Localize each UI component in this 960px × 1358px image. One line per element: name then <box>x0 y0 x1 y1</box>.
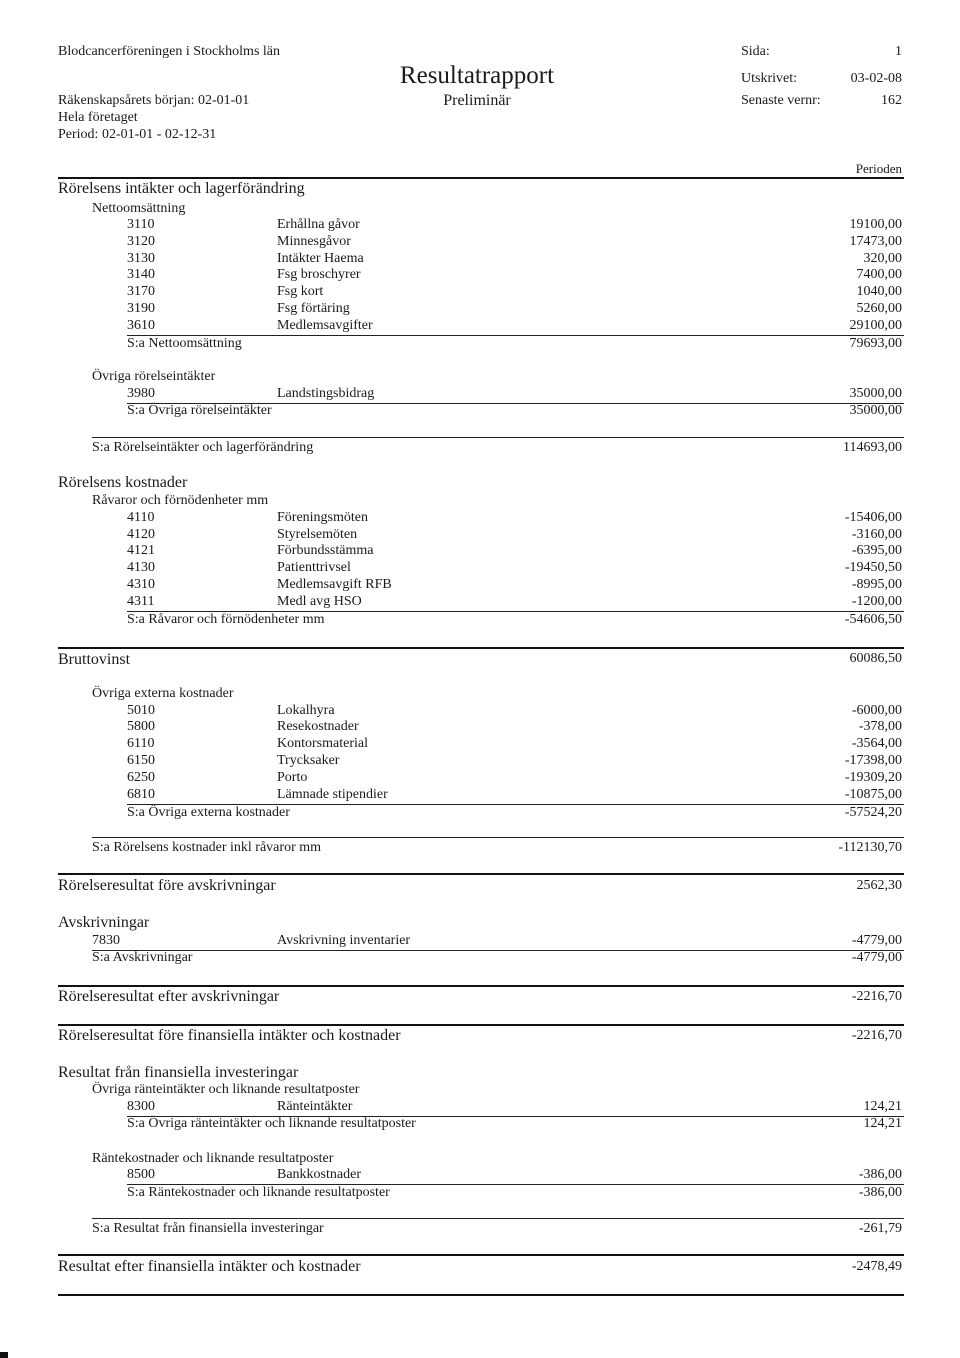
account-name: Erhållna gåvor <box>277 217 360 232</box>
account-name: Fsg broschyrer <box>277 267 361 282</box>
section-rule <box>58 1024 904 1026</box>
total-rule <box>92 437 904 438</box>
account-name: Porto <box>277 770 308 785</box>
account-name: Medlemsavgift RFB <box>277 577 392 592</box>
pre-financial-value: -2216,70 <box>851 1028 902 1043</box>
scan-mark <box>0 1352 8 1358</box>
pre-financial-label: Rörelseresultat före finansiella intäkter och kostnader <box>58 1027 401 1044</box>
materials-sum: -54606,50 <box>844 612 902 627</box>
account-number: 4110 <box>127 510 155 525</box>
income-sum-label: S:a Rörelseintäkter och lagerförändring <box>92 440 314 455</box>
ebitda-value: 2562,30 <box>856 878 902 893</box>
external-costs-title: Övriga externa kostnader <box>92 686 234 701</box>
report-period: Period: 02-01-01 - 02-12-31 <box>58 127 217 142</box>
account-amount: -386,00 <box>858 1167 902 1182</box>
account-number: 4310 <box>127 577 155 592</box>
account-name: Styrelsemöten <box>277 527 358 542</box>
interest-cost-sum-label: S:a Räntekostnader och liknande resultatposter <box>127 1185 390 1200</box>
costs-sum: -112130,70 <box>838 840 902 855</box>
page-label: Sida: <box>741 44 770 59</box>
account-amount: 35000,00 <box>849 386 902 401</box>
account-number: 3130 <box>127 251 155 266</box>
account-number: 3120 <box>127 234 155 249</box>
account-amount: 320,00 <box>863 251 902 266</box>
org-name: Blodcancerföreningen i Stockholms län <box>58 44 280 59</box>
account-number: 4121 <box>127 543 155 558</box>
account-number: 6810 <box>127 787 155 802</box>
ebit-label: Rörelseresultat efter avskrivningar <box>58 988 280 1005</box>
materials-sum-label: S:a Råvaror och förnödenheter mm <box>127 612 325 627</box>
account-amount: 1040,00 <box>856 284 902 299</box>
account-number: 3170 <box>127 284 155 299</box>
column-header-period: Perioden <box>855 161 902 176</box>
costs-sum-label: S:a Rörelsens kostnader inkl råvaror mm <box>92 840 322 855</box>
section-rule <box>58 985 904 987</box>
report-title: Resultatrapport <box>399 62 555 89</box>
interest-income-sum-label: S:a Övriga ränteintäkter och liknande resultatposter <box>127 1116 416 1131</box>
account-number: 3110 <box>127 217 155 232</box>
interest-cost-sum: -386,00 <box>858 1185 902 1200</box>
account-name: Medl avg HSO <box>277 594 362 609</box>
account-amount: -1200,00 <box>851 594 902 609</box>
account-name: Patienttrivsel <box>277 560 351 575</box>
account-amount: 29100,00 <box>849 318 902 333</box>
account-number: 8300 <box>127 1099 155 1114</box>
ebit-value: -2216,70 <box>851 989 902 1004</box>
account-amount: -10875,00 <box>844 787 902 802</box>
account-amount: -378,00 <box>858 719 902 734</box>
account-number: 5800 <box>127 719 155 734</box>
account-amount: -15406,00 <box>844 510 902 525</box>
fiscal-year-start: Räkenskapsårets början: 02-01-01 <box>58 93 250 108</box>
account-name: Landstingsbidrag <box>277 386 375 401</box>
account-amount: -8995,00 <box>851 577 902 592</box>
interest-income-title: Övriga ränteintäkter och liknande resultatposter <box>92 1082 360 1097</box>
account-number: 5010 <box>127 703 155 718</box>
account-number: 3140 <box>127 267 155 282</box>
section-income-title: Rörelsens intäkter och lagerförändring <box>58 180 305 197</box>
other-income-sum: 35000,00 <box>849 403 902 418</box>
account-number: 3190 <box>127 301 155 316</box>
materials-title: Råvaror och förnödenheter mm <box>92 493 269 508</box>
account-amount: -19309,20 <box>844 770 902 785</box>
account-name: Medlemsavgifter <box>277 318 373 333</box>
header-rule <box>58 177 904 179</box>
account-number: 7830 <box>92 933 120 948</box>
account-amount: 19100,00 <box>849 217 902 232</box>
account-name: Resekostnader <box>277 719 359 734</box>
account-number: 4130 <box>127 560 155 575</box>
account-name: Minnesgåvor <box>277 234 351 249</box>
total-rule <box>92 1218 904 1219</box>
printed-date: 03-02-08 <box>850 71 902 86</box>
interest-cost-title: Räntekostnader och liknande resultatposter <box>92 1151 334 1166</box>
version-label: Senaste vernr: <box>741 93 821 108</box>
account-name: Ränteintäkter <box>277 1099 353 1114</box>
account-number: 6110 <box>127 736 155 751</box>
net-sales-sum: 79693,00 <box>849 336 902 351</box>
account-amount: 5260,00 <box>856 301 902 316</box>
account-amount: -3564,00 <box>851 736 902 751</box>
net-sales-title: Nettoomsättning <box>92 201 186 216</box>
income-sum: 114693,00 <box>843 440 902 455</box>
financial-sum: -261,79 <box>858 1221 902 1236</box>
external-costs-sum-label: S:a Övriga externa kostnader <box>127 805 290 820</box>
company-scope: Hela företaget <box>58 110 138 125</box>
account-number: 4120 <box>127 527 155 542</box>
account-amount: -6395,00 <box>851 543 902 558</box>
total-rule <box>92 837 904 838</box>
account-number: 4311 <box>127 594 155 609</box>
result-label: Resultat efter finansiella intäkter och kostnader <box>58 1258 361 1275</box>
account-amount: -17398,00 <box>844 753 902 768</box>
account-name: Avskrivning inventarier <box>277 933 411 948</box>
account-name: Fsg kort <box>277 284 324 299</box>
section-costs-title: Rörelsens kostnader <box>58 474 188 491</box>
account-name: Föreningsmöten <box>277 510 368 525</box>
account-number: 6150 <box>127 753 155 768</box>
account-name: Trycksaker <box>277 753 340 768</box>
account-number: 8500 <box>127 1167 155 1182</box>
net-sales-sum-label: S:a Nettoomsättning <box>127 336 242 351</box>
page-number: 1 <box>895 44 902 59</box>
other-income-title: Övriga rörelseintäkter <box>92 369 216 384</box>
result-value: -2478,49 <box>851 1259 902 1274</box>
other-income-sum-label: S:a Övriga rörelseintäkter <box>127 403 272 418</box>
financial-sum-label: S:a Resultat från finansiella investeringar <box>92 1221 324 1236</box>
account-amount: -4779,00 <box>851 933 902 948</box>
ebitda-label: Rörelseresultat före avskrivningar <box>58 877 276 894</box>
account-name: Lokalhyra <box>277 703 335 718</box>
account-amount: 124,21 <box>863 1099 902 1114</box>
printed-label: Utskrivet: <box>741 71 797 86</box>
account-name: Förbundsstämma <box>277 543 374 558</box>
depreciation-sum-label: S:a Avskrivningar <box>92 950 193 965</box>
report-subtitle: Preliminär <box>443 92 511 109</box>
account-number: 3610 <box>127 318 155 333</box>
bottom-rule <box>58 1294 904 1296</box>
account-amount: 7400,00 <box>856 267 902 282</box>
section-rule <box>58 1254 904 1256</box>
account-name: Intäkter Haema <box>277 251 364 266</box>
depreciation-sum: -4779,00 <box>851 950 902 965</box>
section-rule <box>58 873 904 875</box>
account-name: Bankkostnader <box>277 1167 361 1182</box>
gross-profit-label: Bruttovinst <box>58 651 131 668</box>
section-rule <box>58 647 904 649</box>
account-amount: 17473,00 <box>849 234 902 249</box>
account-number: 3980 <box>127 386 155 401</box>
version-number: 162 <box>881 93 902 108</box>
account-name: Kontorsmaterial <box>277 736 368 751</box>
account-amount: -3160,00 <box>851 527 902 542</box>
account-amount: -19450,50 <box>844 560 902 575</box>
account-number: 6250 <box>127 770 155 785</box>
depreciation-title: Avskrivningar <box>58 914 150 931</box>
account-amount: -6000,00 <box>851 703 902 718</box>
interest-income-sum: 124,21 <box>863 1116 902 1131</box>
account-name: Fsg förtäring <box>277 301 350 316</box>
account-name: Lämnade stipendier <box>277 787 388 802</box>
gross-profit: 60086,50 <box>849 651 902 666</box>
external-costs-sum: -57524,20 <box>844 805 902 820</box>
financial-title: Resultat från finansiella investeringar <box>58 1064 299 1081</box>
